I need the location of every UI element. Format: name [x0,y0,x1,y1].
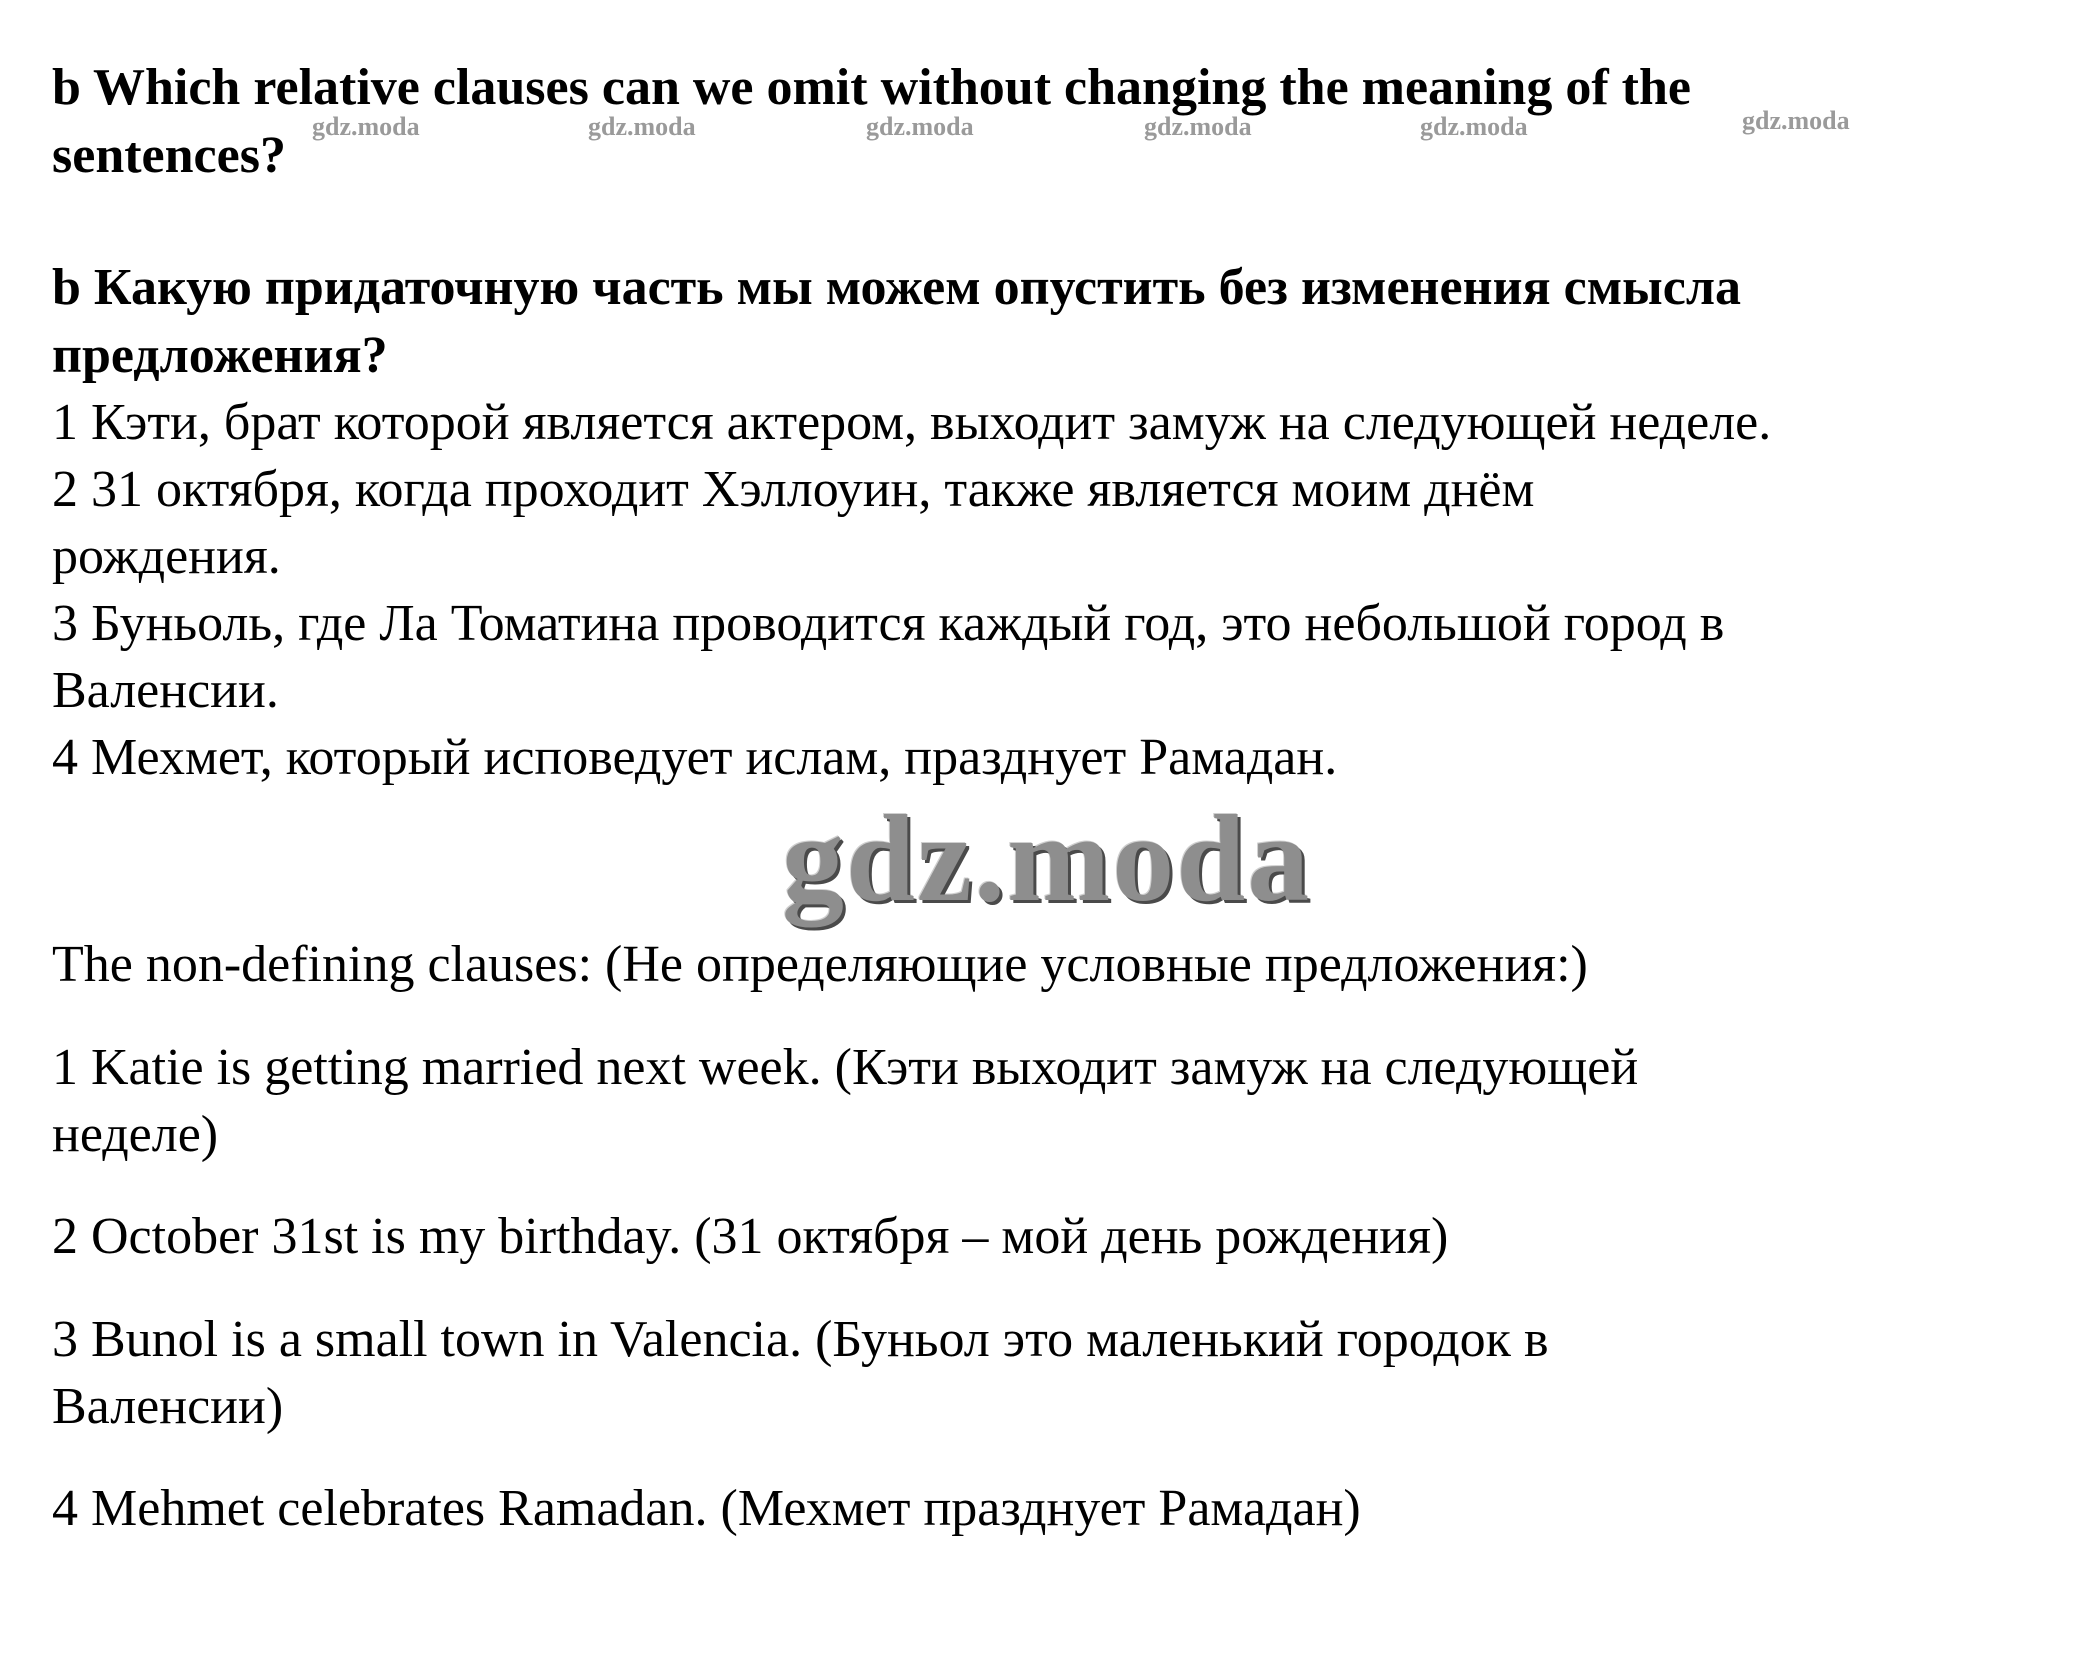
translation-item-2-line-1: 2 31 октября, когда проходит Хэллоуин, также является моим днём [52,461,1535,518]
watermark-small: gdz.moda [866,112,974,141]
watermark-small: gdz.moda [1144,112,1252,141]
answer-item-1-line-1: 1 Katie is getting married next week. (Кэти выходит замуж на следующей [52,1039,1639,1096]
question-ru-line-1: b Какую придаточную часть мы можем опустить без изменения смысла [52,259,1742,316]
watermark-small: gdz.moda [1420,112,1528,141]
watermark-small: gdz.moda [1742,106,1850,135]
watermark-small: gdz.moda [312,112,420,141]
watermark-small: gdz.moda [588,112,696,141]
watermark-large: gdz.moda [782,790,1312,927]
translation-item-3-line-2: Валенсии. [52,662,279,719]
answer-item-3-line-1: 3 Bunol is a small town in Valencia. (Буньол это маленький городок в [52,1311,1549,1368]
question-en-line-2: sentences? [52,127,286,184]
translation-item-4: 4 Мехмет, который исповедует ислам, празднует Рамадан. [52,729,1338,786]
answer-item-1-line-2: неделе) [52,1106,219,1163]
answer-item-4: 4 Mehmet celebrates Ramadan. (Мехмет празднует Рамадан) [52,1480,1361,1537]
translation-item-2-line-2: рождения. [52,528,281,585]
answer-heading: The non-defining clauses: (Не определяющие условные предложения:) [52,936,1588,993]
question-en-line-1: b Which relative clauses can we omit without changing the meaning of the [52,59,1691,116]
translation-item-3-line-1: 3 Буньоль, где Ла Томатина проводится каждый год, это небольшой город в [52,595,1725,652]
answer-item-2: 2 October 31st is my birthday. (31 октября – мой день рождения) [52,1208,1449,1265]
answer-item-3-line-2: Валенсии) [52,1378,284,1435]
translation-item-1: 1 Кэти, брат которой является актером, выходит замуж на следующей неделе. [52,394,1772,451]
question-ru-line-2: предложения? [52,327,388,384]
